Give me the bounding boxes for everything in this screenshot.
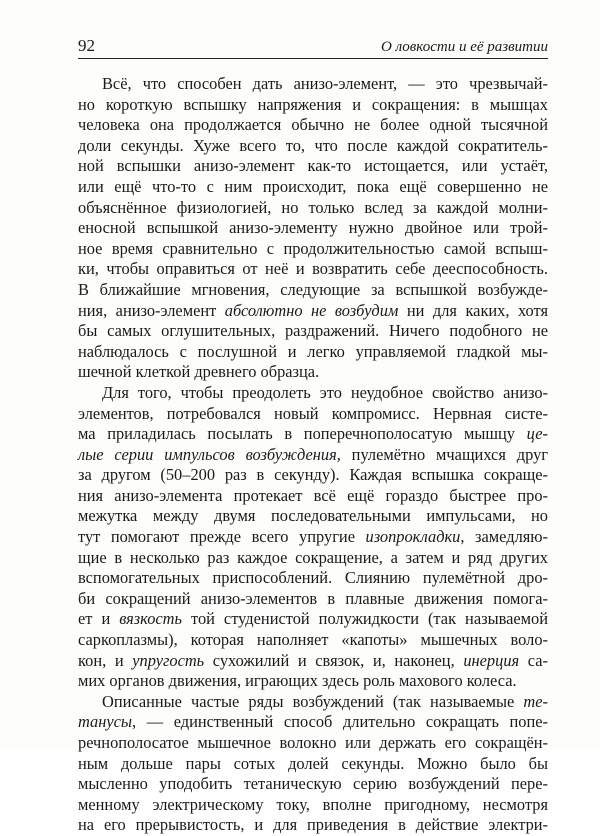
text-run: человека она продолжается обычно не более одной тысячной xyxy=(78,115,548,135)
text-line xyxy=(78,712,548,733)
italic-phrase: вязкость xyxy=(119,609,182,629)
text-line xyxy=(78,115,548,136)
paragraph xyxy=(78,383,548,692)
text-run: доли секунды. Хуже всего то, что после каждой сократитель- xyxy=(78,135,548,155)
text-line xyxy=(78,568,548,589)
text-run: наблюдалось с послушной и легко управляемой гладкой мы- xyxy=(78,341,548,361)
text-line xyxy=(78,177,548,198)
text-run: ния анизо-элемента протекает всё ещё гораздо быстрее про- xyxy=(78,485,548,505)
text-run: мысленно уподобить тетаническую серию возбуждений пере- xyxy=(78,774,548,794)
text-run: ни для каких, хотя xyxy=(398,300,548,320)
text-line xyxy=(78,156,548,177)
italic-phrase: лые серии импульсов возбуждения, xyxy=(78,444,341,464)
text-run: бы самых оглушительных, раздражений. Ничего подобного не xyxy=(78,321,548,341)
text-run: Описанные частые ряды возбуждений (так называемые xyxy=(102,691,524,711)
text-run: на его прерывистость, и для приведения в действие электри- xyxy=(78,815,548,835)
text-line xyxy=(78,424,548,445)
text-line xyxy=(78,74,548,95)
text-run: вспомогательных приспособлений. Слиянию пулемётной дро- xyxy=(78,568,548,588)
text-line xyxy=(78,95,548,116)
text-run: , замедляю- xyxy=(460,527,548,547)
text-run: са- xyxy=(519,650,548,670)
text-run: щие в несколько раз каждое сокращение, а затем и ряд других xyxy=(78,547,548,567)
text-run: той студенистой полужидкости (так называемой xyxy=(181,609,548,629)
text-run: ным дольше пары сотых долей секунды. Можно было бы xyxy=(78,753,548,773)
text-run: Всё, что способен дать анизо-элемент, — это чрезвычай- xyxy=(102,74,548,93)
text-run: сухожилий и связок, и, наконец, xyxy=(204,650,464,670)
text-run: ное время сравнительно с продолжительностью самой вспыш- xyxy=(78,238,548,258)
text-run: ма приладилась посылать в поперечнополосатую мышцу xyxy=(78,424,527,444)
text-run: би сокращений анизо-элементов в плавные движения помога- xyxy=(78,588,548,608)
text-run: шечной клеткой древнего образца. xyxy=(78,362,320,382)
text-run: ки, чтобы оправиться от неё и возвратить себе дееспособность. xyxy=(78,259,548,279)
text-line xyxy=(78,671,548,692)
text-line xyxy=(78,630,548,651)
text-line xyxy=(78,404,548,425)
text-line xyxy=(78,383,548,404)
text-line xyxy=(78,754,548,775)
running-title: О ловкости и её развитии xyxy=(380,39,548,55)
text-line xyxy=(78,651,548,672)
italic-phrase: абсолютно не возбудим xyxy=(224,300,399,320)
text-line xyxy=(78,815,548,836)
text-line xyxy=(78,506,548,527)
text-line xyxy=(78,486,548,507)
text-run: пулемётно мчащихся друг xyxy=(340,444,548,464)
italic-phrase: те- xyxy=(523,691,548,711)
text-line xyxy=(78,589,548,610)
text-run: элементов, потребовался новый компромисс. Нервная систе- xyxy=(78,403,548,423)
text-line xyxy=(78,445,548,466)
text-run: кон, и xyxy=(78,650,133,670)
text-line xyxy=(78,795,548,816)
italic-phrase: инерция xyxy=(463,650,520,670)
text-line xyxy=(78,198,548,219)
text-run: ния, анизо-элемент xyxy=(78,300,225,320)
text-run: , — единственный способ длительно сокращать попе- xyxy=(132,712,548,732)
text-line xyxy=(78,733,548,754)
text-run: еносной вспышкой анизо-элементу нужно двойное или трой- xyxy=(78,218,548,238)
italic-phrase: це- xyxy=(526,424,548,444)
text-line xyxy=(78,321,548,342)
text-run: саркоплазмы), которая наполняет «капоты» мышечных воло- xyxy=(78,630,548,650)
italic-phrase: танусы xyxy=(78,712,133,732)
text-line xyxy=(78,527,548,548)
body-text xyxy=(78,74,548,836)
text-run: ной вспышки анизо-элемент как-то истощается, или устаёт, xyxy=(78,156,548,176)
text-run: объяснённое физиологией, но только вслед за каждой молни- xyxy=(78,197,548,217)
text-run: Для того, чтобы преодолеть это неудобное свойство анизо- xyxy=(102,382,548,402)
italic-phrase: упругость xyxy=(132,650,205,670)
text-run: менному электрическому току, вполне пригодному, несмотря xyxy=(78,794,548,814)
text-run: тут помогают прежде всего упругие xyxy=(78,527,366,547)
text-run: или ещё что-то с ним происходит, пока ещё совершенно не xyxy=(78,176,548,196)
text-line xyxy=(78,239,548,260)
page-header xyxy=(78,36,548,59)
text-line xyxy=(78,218,548,239)
text-line xyxy=(78,609,548,630)
text-run: за другом (50–200 раз в секунду). Каждая вспышка сокраще- xyxy=(78,465,548,485)
text-line xyxy=(78,774,548,795)
text-line xyxy=(78,692,548,713)
text-line xyxy=(78,465,548,486)
text-line xyxy=(78,301,548,322)
text-run: межутка между двумя последовательными импульсами, но xyxy=(78,506,548,526)
italic-phrase: изопрокладки xyxy=(365,527,461,547)
text-line xyxy=(78,342,548,363)
text-line xyxy=(78,548,548,569)
text-line xyxy=(78,259,548,280)
paragraph xyxy=(78,692,548,836)
text-run: мих органов движения, играющих здесь роль махового колеса. xyxy=(78,671,517,691)
text-run: но короткую вспышку напряжения и сокращения: в мышцах xyxy=(78,94,548,114)
text-line xyxy=(78,136,548,157)
text-run: В ближайшие мгновения, следующие за вспышкой возбужде- xyxy=(78,279,548,299)
page-number: 92 xyxy=(78,36,95,55)
text-line xyxy=(78,280,548,301)
text-run: ет и xyxy=(78,609,120,629)
paragraph xyxy=(78,74,548,383)
text-line xyxy=(78,362,548,383)
text-run: речнополосатое мышечное волокно или держать его сокращён- xyxy=(78,733,548,752)
